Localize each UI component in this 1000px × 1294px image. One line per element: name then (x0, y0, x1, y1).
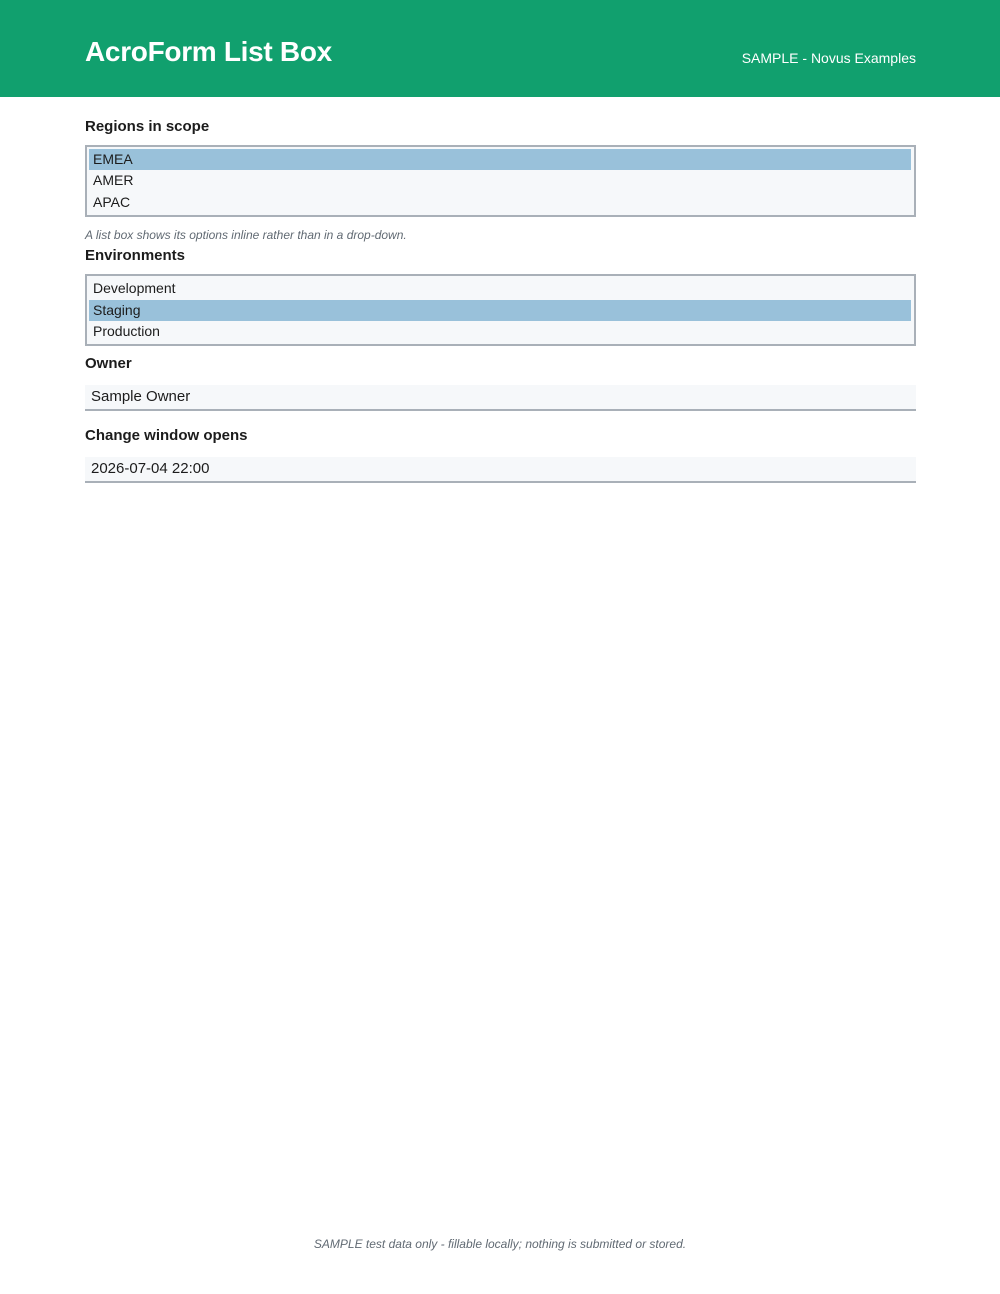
list-option-amer[interactable]: AMER (93, 172, 134, 188)
owner-label: Owner (85, 355, 132, 372)
regions-label: Regions in scope (85, 118, 210, 135)
list-option-emea[interactable]: EMEA (89, 149, 911, 170)
list-option-development[interactable]: Development (93, 280, 176, 296)
header-subtitle: SAMPLE - Novus Examples (741, 50, 916, 66)
list-option-production[interactable]: Production (93, 323, 160, 339)
environments-label: Environments (85, 247, 186, 264)
list-option-apac[interactable]: APAC (93, 194, 131, 210)
page-title: AcroForm List Box (85, 36, 332, 67)
change-window-label: Change window opens (85, 427, 248, 444)
footer-note: SAMPLE test data only - fillable locally; nothing is submitted or stored. (313, 1237, 687, 1251)
environments-listbox[interactable] (85, 274, 916, 346)
owner-field[interactable]: Sample Owner (85, 385, 916, 411)
regions-help-text: A list box shows its options inline rather than in a drop-down. (85, 228, 407, 242)
regions-listbox[interactable] (85, 145, 916, 217)
list-option-staging[interactable]: Staging (89, 300, 911, 321)
change-window-field[interactable]: 2026-07-04 22:00 (85, 457, 916, 483)
page-header (0, 0, 1000, 97)
